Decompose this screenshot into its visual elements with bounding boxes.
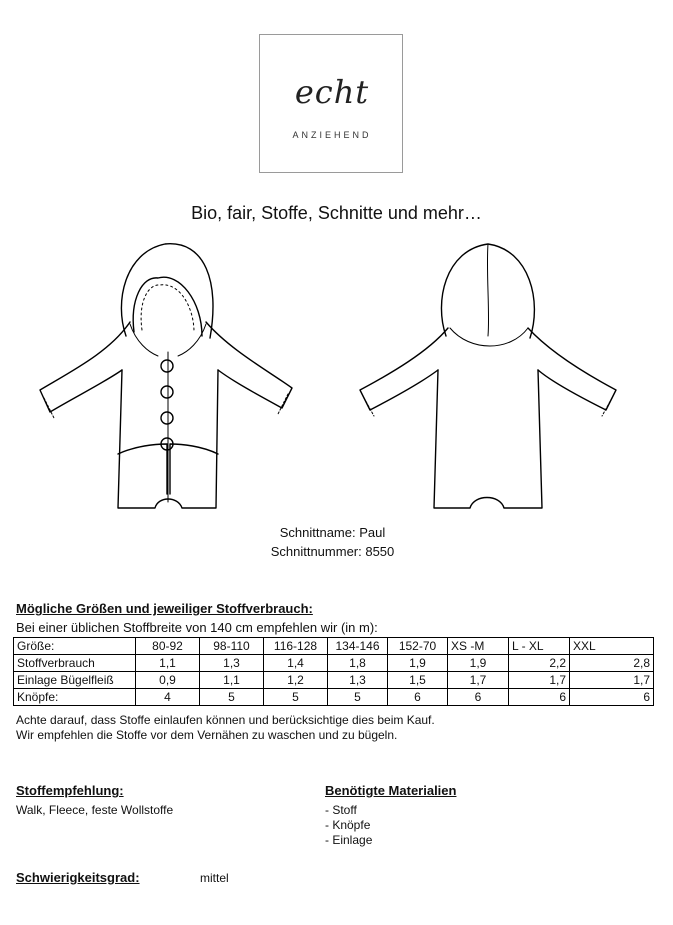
table-cell: 6 [570,689,654,706]
table-row [14,689,654,706]
table-header-cell: XS -M [448,638,509,655]
table-cell: 1,1 [136,655,200,672]
sizes-intro: Bei einer üblichen Stoffbreite von 140 cm empfehlen wir (in m): [16,620,378,635]
difficulty-value: mittel [200,871,229,885]
materials-item: - Einlage [325,833,373,847]
washing-note: Wir empfehlen die Stoffe vor dem Vernähen zu waschen und zu bügeln. [16,728,398,742]
sizes-heading: Mögliche Größen und jeweiliger Stoffverbrauch: [16,601,313,616]
table-cell: 1,3 [200,655,264,672]
table-header-cell: L - XL [509,638,570,655]
table-cell: 5 [200,689,264,706]
table-header-row [14,638,654,655]
table-cell: 1,1 [200,672,264,689]
table-cell: 1,7 [570,672,654,689]
front-view-drawing [40,244,292,508]
pattern-name: Schnittname: Paul [279,525,386,540]
table-header-cell: 152-70 [388,638,448,655]
fabric-recommendation-heading: Stoffempfehlung: [16,783,124,798]
table-header-cell: 80-92 [136,638,200,655]
table-cell: 1,9 [448,655,509,672]
table-cell: 2,8 [570,655,654,672]
table-cell: 4 [136,689,200,706]
difficulty-label: Schwierigkeitsgrad: [16,870,140,885]
table-header-cell: 134-146 [328,638,388,655]
table-cell: 6 [509,689,570,706]
table-cell: Stoffverbrauch [14,655,136,672]
shrinkage-note: Achte darauf, dass Stoffe einlaufen können und berücksichtige dies beim Kauf. [16,713,435,727]
table-cell: 1,7 [448,672,509,689]
fabric-recommendation-text: Walk, Fleece, feste Wollstoffe [16,803,174,817]
brand-logo [259,34,403,173]
table-header-cell: XXL [570,638,654,655]
size-fabric-table [13,637,654,706]
logo-subtitle: ANZIEHEND [292,130,372,140]
table-cell: 6 [388,689,448,706]
table-cell: 1,5 [388,672,448,689]
logo-script-text: echt [294,73,370,111]
table-row [14,672,654,689]
pattern-number: Schnittnummer: 8550 [270,544,395,559]
garment-technical-drawings [30,232,630,522]
table-cell: Knöpfe: [14,689,136,706]
table-cell: 1,9 [388,655,448,672]
back-view-drawing [360,244,616,508]
table-row [14,655,654,672]
table-cell: 1,7 [509,672,570,689]
table-cell: 6 [448,689,509,706]
materials-item: - Stoff [325,803,357,817]
table-cell: Einlage Bügelfleiß [14,672,136,689]
table-cell: 1,3 [328,672,388,689]
table-cell: 1,8 [328,655,388,672]
tagline: Bio, fair, Stoffe, Schnitte und mehr… [191,203,482,223]
table-cell: 0,9 [136,672,200,689]
table-cell: 1,2 [264,672,328,689]
table-header-cell: 116-128 [264,638,328,655]
materials-heading: Benötigte Materialien [325,783,457,798]
table-cell: 1,4 [264,655,328,672]
table-header-cell: 98-110 [200,638,264,655]
materials-item: - Knöpfe [325,818,371,832]
table-cell: 2,2 [509,655,570,672]
table-header-cell: Größe: [14,638,136,655]
table-cell: 5 [264,689,328,706]
table-cell: 5 [328,689,388,706]
